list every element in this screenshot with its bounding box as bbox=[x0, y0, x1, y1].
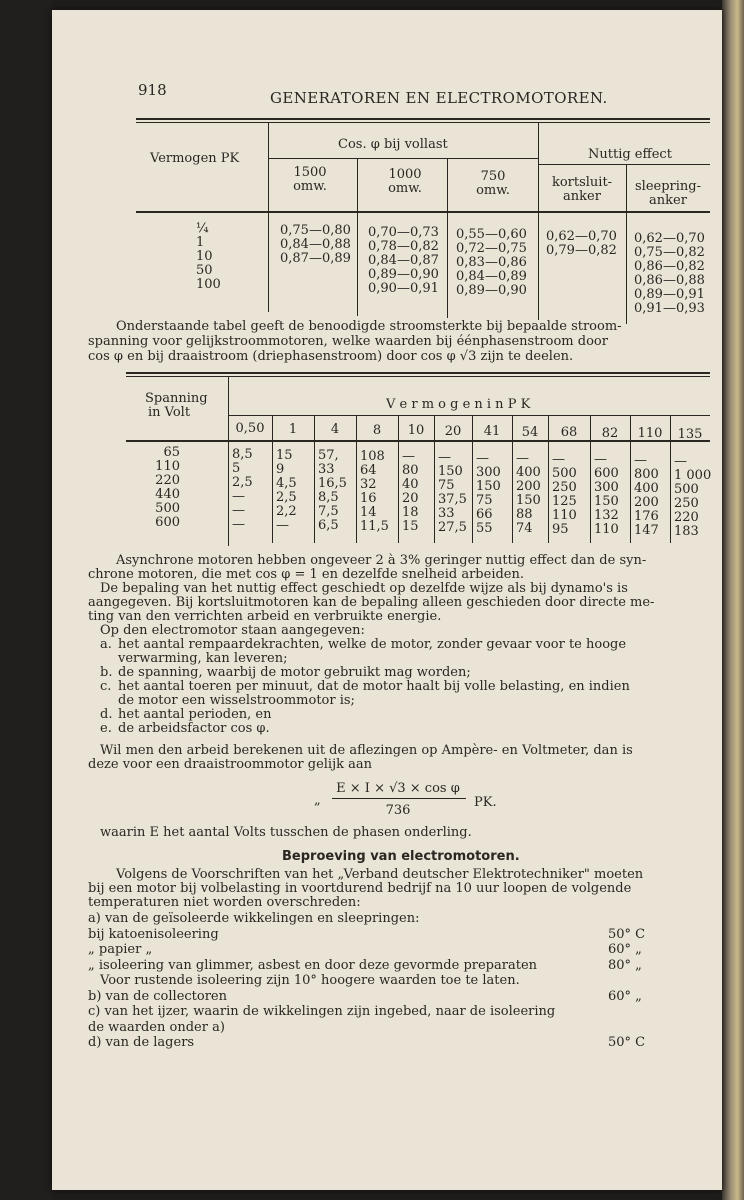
current-value: 600 bbox=[594, 466, 619, 481]
list-text: het aantal perioden, en bbox=[118, 707, 272, 722]
list-marker: b. bbox=[100, 665, 113, 680]
cos-750-value: 0,55—0,60 bbox=[456, 227, 527, 242]
current-value: 110 bbox=[594, 522, 619, 537]
temp-value: 60° „ bbox=[608, 988, 642, 1004]
pk-value: 100 bbox=[196, 277, 221, 292]
temp-value: 60° „ bbox=[608, 942, 642, 957]
current-value: 1 000 bbox=[674, 468, 712, 483]
current-value: — bbox=[276, 518, 289, 533]
current-value: 75 bbox=[476, 493, 493, 508]
current-value: 400 bbox=[516, 465, 541, 480]
intro-line: spanning voor gelijkstroommotoren, welke waarden bij éénphasenstroom door bbox=[88, 334, 608, 349]
volt-value: 220 bbox=[155, 473, 180, 488]
temp-item: c) van het ijzer, waarin de wikkelingen zijn ingebed, naar de isoleering bbox=[88, 1004, 556, 1019]
current-value: 27,5 bbox=[438, 520, 467, 535]
current-value: 2,5 bbox=[276, 490, 297, 505]
pk-value: 50 bbox=[196, 263, 213, 278]
pk-header: 82 bbox=[601, 426, 619, 441]
col-header-sleepring: sleepring- bbox=[635, 179, 701, 194]
volt-value: 110 bbox=[155, 459, 180, 474]
current-value: 500 bbox=[552, 466, 577, 481]
current-value: 6,5 bbox=[318, 518, 339, 533]
temp-item: b) van de collectoren bbox=[88, 988, 228, 1004]
body-line: Volgens de Voorschriften van het „Verband deutscher Elektrotechniker" moeten bbox=[116, 867, 644, 882]
current-value: 80 bbox=[402, 463, 419, 478]
current-value: 800 bbox=[634, 467, 659, 482]
pk-value: 1 bbox=[196, 235, 205, 250]
cos-750-value: 0,89—0,90 bbox=[456, 283, 527, 298]
current-value: 75 bbox=[438, 478, 455, 493]
current-value: — bbox=[232, 517, 245, 532]
current-value: 74 bbox=[516, 521, 533, 536]
current-value: 8,5 bbox=[232, 447, 253, 462]
current-value: 37,5 bbox=[438, 492, 467, 507]
volt-value: 500 bbox=[155, 501, 180, 516]
formula-unit: PK. bbox=[474, 795, 497, 810]
pk-value: 10 bbox=[196, 249, 213, 264]
current-value: 88 bbox=[516, 507, 533, 522]
current-value: — bbox=[516, 451, 529, 466]
pk-value: ¼ bbox=[196, 221, 209, 236]
pk-header: 1 bbox=[288, 422, 298, 437]
col-header-cos: Cos. φ bij vollast bbox=[338, 137, 448, 152]
current-value: 150 bbox=[594, 494, 619, 509]
current-value: — bbox=[232, 489, 245, 504]
temp-item: bij katoenisoleering bbox=[88, 926, 219, 942]
current-value: 33 bbox=[318, 462, 335, 477]
list-marker: e. bbox=[100, 721, 112, 736]
current-value: 110 bbox=[552, 508, 577, 523]
current-value: 108 bbox=[360, 449, 385, 464]
current-value: 4,5 bbox=[276, 476, 297, 491]
sleepring-value: 0,86—0,88 bbox=[634, 273, 705, 288]
list-marker: d. bbox=[100, 707, 113, 722]
cos-1000-value: 0,70—0,73 bbox=[368, 225, 439, 240]
current-value: 400 bbox=[634, 481, 659, 496]
current-value: 15 bbox=[276, 448, 293, 463]
temp-item: Voor rustende isoleering zijn 10° hoogere waarden toe te laten. bbox=[100, 973, 520, 988]
current-value: 132 bbox=[594, 508, 619, 523]
current-value: 250 bbox=[552, 480, 577, 495]
body-line: Op den electromotor staan aangegeven: bbox=[100, 623, 365, 638]
current-value: 16 bbox=[360, 491, 377, 506]
list-marker: a. bbox=[100, 637, 112, 652]
temp-item: d) van de lagers bbox=[88, 1035, 195, 1050]
current-value: 500 bbox=[674, 482, 699, 497]
pk-header: 4 bbox=[330, 422, 340, 437]
current-value: — bbox=[232, 503, 245, 518]
pk-header: 68 bbox=[560, 425, 578, 440]
current-value: — bbox=[402, 449, 415, 464]
cos-1000-value: 0,84—0,87 bbox=[368, 253, 439, 268]
formula-numerator: E × I × √3 × cos φ bbox=[336, 781, 460, 796]
current-value: 150 bbox=[438, 464, 463, 479]
sleepring-value: 0,62—0,70 bbox=[634, 231, 705, 246]
list-marker: c. bbox=[100, 679, 112, 694]
body-line: deze voor een draaistroommotor gelijk aan bbox=[88, 757, 373, 772]
list-text: de motor een wisselstroommotor is; bbox=[118, 693, 355, 708]
temp-item: de waarden onder a) bbox=[88, 1019, 225, 1035]
current-value: 18 bbox=[402, 505, 419, 520]
body-line: bij een motor bij volbelasting in voortdurend bedrijf na 10 uur loopen de volgende bbox=[88, 881, 632, 896]
current-value: 11,5 bbox=[360, 519, 389, 534]
current-value: 8,5 bbox=[318, 490, 339, 505]
temp-item: „ isoleering van glimmer, asbest en door deze gevormde preparaten bbox=[88, 957, 538, 973]
col-header-750: 750 bbox=[480, 169, 506, 184]
current-value: 150 bbox=[476, 479, 501, 494]
current-value: 176 bbox=[634, 509, 659, 524]
temp-item: „ papier „ bbox=[88, 942, 153, 957]
sleepring-value: 0,89—0,91 bbox=[634, 287, 705, 302]
list-text: de arbeidsfactor cos φ. bbox=[118, 721, 270, 736]
temp-value: 50° C bbox=[608, 926, 646, 942]
col-header-volt: in Volt bbox=[148, 405, 191, 420]
pk-header: 10 bbox=[407, 423, 425, 438]
current-value: 14 bbox=[360, 505, 377, 520]
current-value: 40 bbox=[402, 477, 419, 492]
formula-denominator: 736 bbox=[385, 803, 411, 818]
pk-header: 54 bbox=[521, 425, 539, 440]
current-value: 32 bbox=[360, 477, 377, 492]
pk-header: 20 bbox=[444, 424, 462, 439]
current-value: 15 bbox=[402, 519, 419, 534]
current-value: 20 bbox=[402, 491, 419, 506]
cos-750-value: 0,72—0,75 bbox=[456, 241, 527, 256]
list-text: de spanning, waarbij de motor gebruikt mag worden; bbox=[118, 665, 471, 680]
section-title: Beproeving van electromotoren. bbox=[282, 849, 520, 864]
col-header-vermogen: Vermogen PK bbox=[150, 151, 240, 166]
current-value: 9 bbox=[276, 462, 285, 477]
current-value: 64 bbox=[360, 463, 377, 478]
current-value: — bbox=[634, 453, 647, 468]
temp-value: 80° „ bbox=[608, 957, 642, 973]
cos-1500-value: 0,84—0,88 bbox=[280, 237, 351, 252]
current-value: 200 bbox=[634, 495, 659, 510]
current-value: — bbox=[438, 450, 451, 465]
list-text: het aantal rempaardekrachten, welke de motor, zonder gevaar voor te hooge bbox=[118, 637, 627, 652]
sleepring-value: 0,86—0,82 bbox=[634, 259, 705, 274]
current-value: 183 bbox=[674, 524, 699, 539]
current-value: 55 bbox=[476, 521, 493, 536]
current-value: 250 bbox=[674, 496, 699, 511]
current-value: — bbox=[674, 454, 687, 469]
col-header-1500-unit: omw. bbox=[293, 179, 327, 194]
col-header-spanning: Spanning bbox=[145, 391, 208, 406]
intro-line: Onderstaande tabel geeft de benoodigde stroomsterkte bij bepaalde stroom- bbox=[116, 319, 622, 334]
page-number: 918 bbox=[138, 81, 167, 99]
running-title: GENERATOREN EN ELECTROMOTOREN. bbox=[270, 89, 608, 107]
body-line: Wil men den arbeid berekenen uit de aflezingen op Ampère- en Voltmeter, dan is bbox=[100, 743, 633, 758]
sleepring-value: 0,91—0,93 bbox=[634, 301, 705, 316]
cos-1000-value: 0,90—0,91 bbox=[368, 281, 439, 296]
volt-value: 600 bbox=[155, 515, 180, 530]
temp-value: 50° C bbox=[608, 1035, 646, 1050]
col-header-sleepring-2: anker bbox=[649, 193, 687, 208]
current-value: 150 bbox=[516, 493, 541, 508]
current-value: 220 bbox=[674, 510, 699, 525]
cos-750-value: 0,84—0,89 bbox=[456, 269, 527, 284]
pk-header: 41 bbox=[483, 424, 501, 439]
kortsluit-value: 0,62—0,70 bbox=[546, 229, 617, 244]
current-value: 95 bbox=[552, 522, 569, 537]
cos-1500-value: 0,75—0,80 bbox=[280, 223, 351, 238]
current-value: 57, bbox=[318, 448, 339, 463]
current-value: — bbox=[552, 452, 565, 467]
current-value: 5 bbox=[232, 461, 241, 476]
volt-value: 65 bbox=[163, 445, 180, 460]
pk-header: 8 bbox=[372, 423, 382, 438]
binding-shadow bbox=[0, 0, 52, 1200]
temp-item: a) van de geïsoleerde wikkelingen en sleepringen: bbox=[88, 911, 420, 926]
cos-1500-value: 0,87—0,89 bbox=[280, 251, 351, 266]
body-line: Asynchrone motoren hebben ongeveer 2 à 3% geringer nuttig effect dan de syn- bbox=[116, 553, 647, 568]
col-header-1000: 1000 bbox=[388, 167, 422, 182]
body-line: aangegeven. Bij kortsluitmotoren kan de bepaling alleen geschieden door directe me- bbox=[88, 595, 655, 610]
col-header-nuttig: Nuttig effect bbox=[588, 147, 672, 162]
body-line: chrone motoren, die met cos φ = 1 en dezelfde snelheid arbeiden. bbox=[88, 567, 525, 582]
col-header-vermogen-pk: V e r m o g e n i n P K bbox=[386, 397, 531, 412]
intro-line: cos φ en bij draaistroom (driephasenstroom) door cos φ √3 zijn te deelen. bbox=[88, 349, 574, 364]
current-value: 2,5 bbox=[232, 475, 253, 490]
current-value: — bbox=[476, 451, 489, 466]
col-header-kortsluit-2: anker bbox=[563, 189, 601, 204]
col-header-750-unit: omw. bbox=[476, 183, 510, 198]
volt-value: 440 bbox=[155, 487, 180, 502]
body-line: ting van den verrichten arbeid en verbruikte energie. bbox=[88, 609, 442, 624]
col-header-1500: 1500 bbox=[293, 165, 327, 180]
body-line: temperaturen niet worden overschreden: bbox=[88, 895, 361, 910]
pk-header: 110 bbox=[637, 426, 663, 441]
current-value: 7,5 bbox=[318, 504, 339, 519]
current-value: 300 bbox=[594, 480, 619, 495]
current-value: 300 bbox=[476, 465, 501, 480]
sleepring-value: 0,75—0,82 bbox=[634, 245, 705, 260]
col-header-kortsluit: kortsluit- bbox=[551, 175, 613, 190]
pk-header: 135 bbox=[677, 427, 703, 442]
body-line: De bepaling van het nuttig effect geschiedt op dezelfde wijze als bij dynamo's is bbox=[100, 581, 628, 596]
book-page bbox=[52, 10, 722, 1190]
current-value: 147 bbox=[634, 523, 659, 538]
list-text: verwarming, kan leveren; bbox=[118, 651, 288, 666]
current-value: 66 bbox=[476, 507, 493, 522]
formula-explanation: waarin E het aantal Volts tusschen de phasen onderling. bbox=[100, 825, 472, 840]
col-header-1000-unit: omw. bbox=[388, 181, 422, 196]
current-value: — bbox=[594, 452, 607, 467]
current-value: 16,5 bbox=[318, 476, 347, 491]
book-spine bbox=[722, 0, 744, 1200]
current-value: 33 bbox=[438, 506, 455, 521]
cos-1000-value: 0,89—0,90 bbox=[368, 267, 439, 282]
kortsluit-value: 0,79—0,82 bbox=[546, 243, 617, 258]
cos-1000-value: 0,78—0,82 bbox=[368, 239, 439, 254]
formula-prefix: „ bbox=[314, 793, 321, 808]
cos-750-value: 0,83—0,86 bbox=[456, 255, 527, 270]
list-text: het aantal toeren per minuut, dat de motor haalt bij volle belasting, en indien bbox=[118, 679, 630, 694]
current-value: 125 bbox=[552, 494, 577, 509]
current-value: 2,2 bbox=[276, 504, 297, 519]
pk-header: 0,50 bbox=[235, 421, 265, 436]
current-value: 200 bbox=[516, 479, 541, 494]
